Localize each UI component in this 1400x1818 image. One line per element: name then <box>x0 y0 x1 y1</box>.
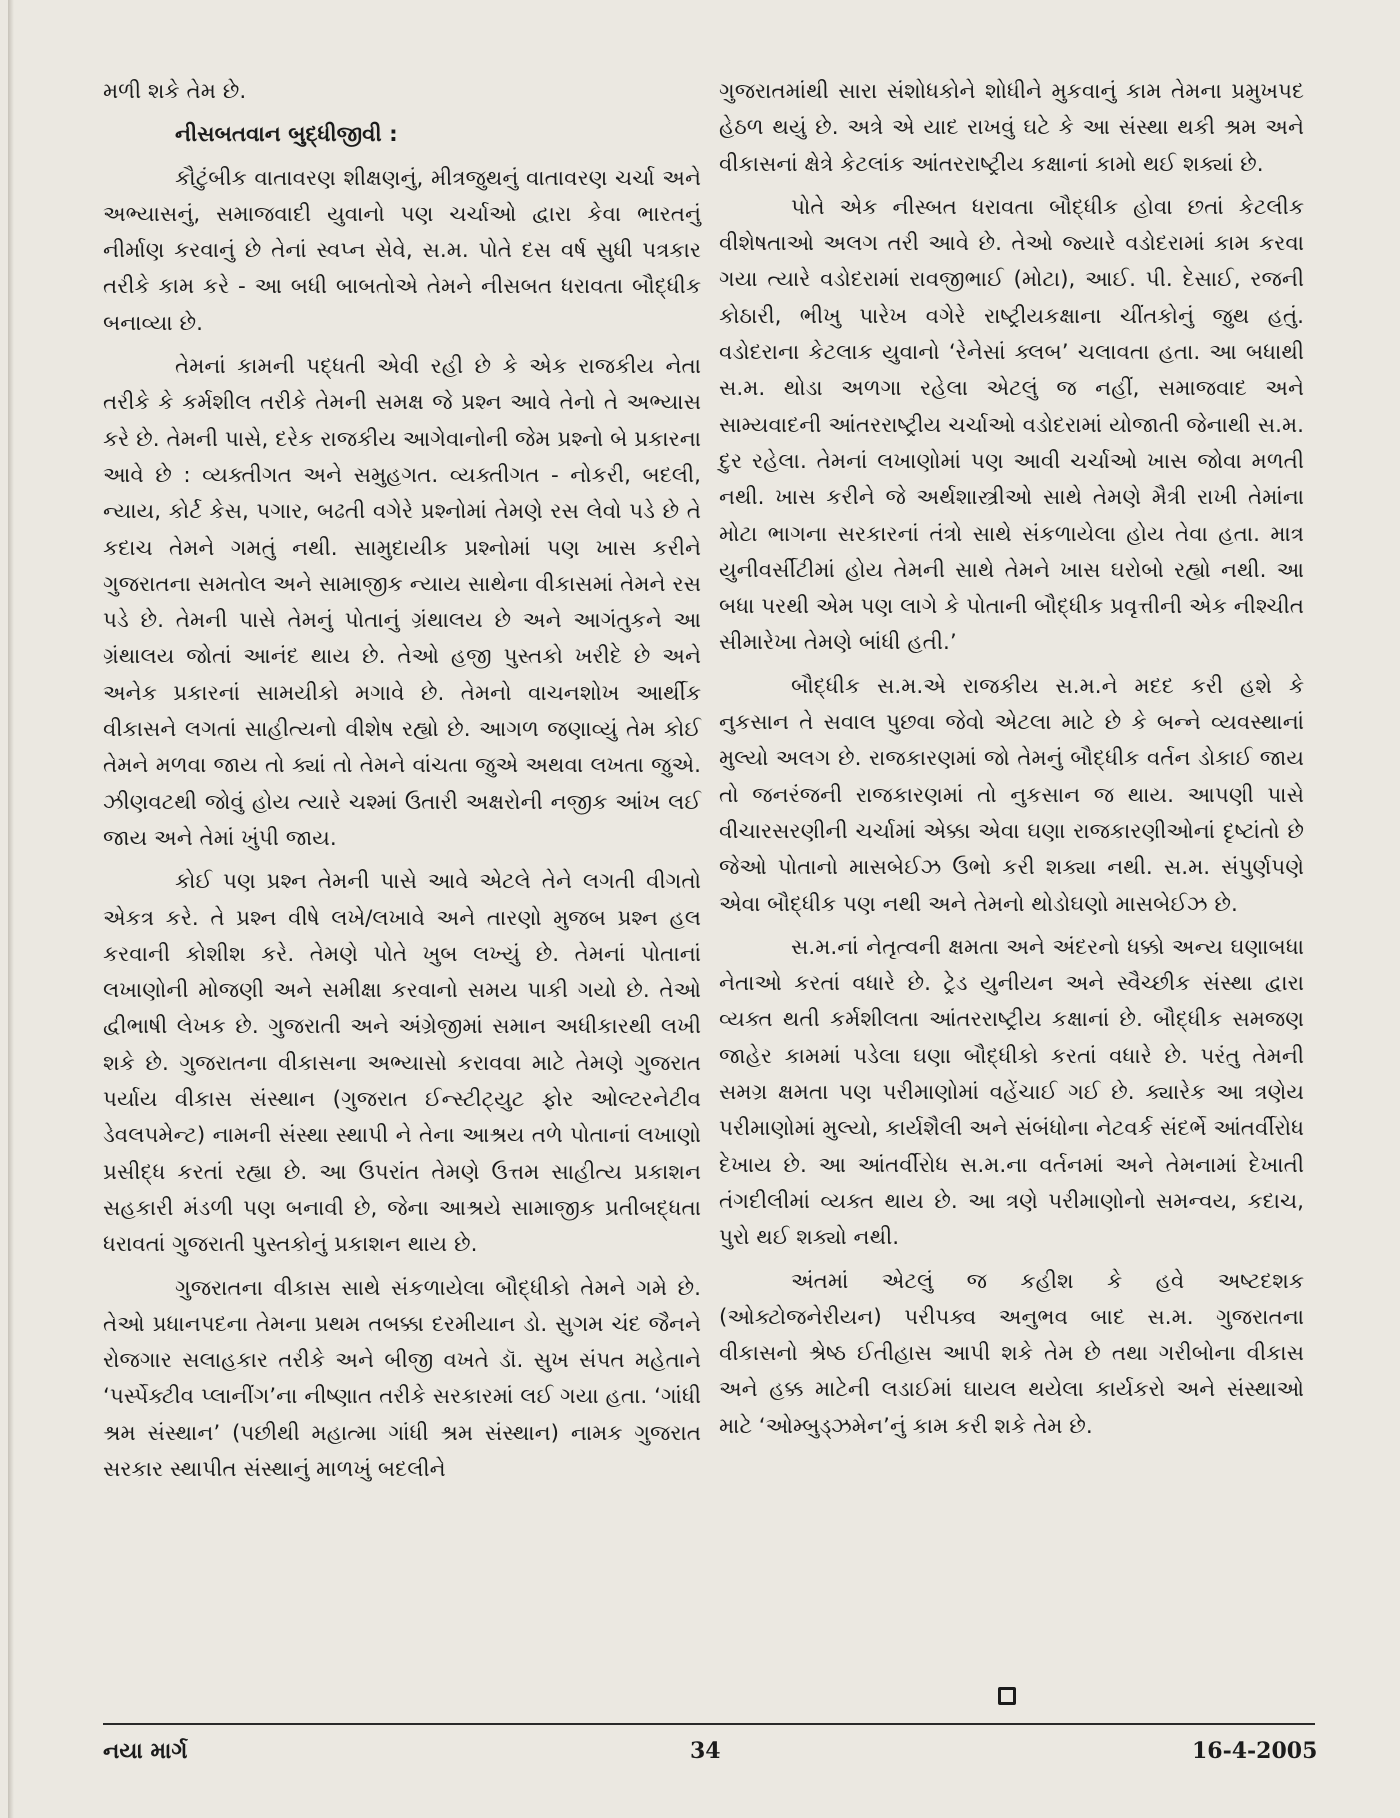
continued-text: મળી શકે તેમ છે. <box>103 79 247 104</box>
paragraph: બૌદ્ધીક સ.મ.એ રાજકીય સ.મ.ને મદદ કરી હશે કે નુકસાન તે સવાલ પુછવા જેવો એટલા માટે છે કે બન્ને વ્યવસ્થાનાં મુલ્યો અલગ છે. રાજકારણમાં જો તેમનું બૌદ્ધીક વર્તન ડોકાઈ જાય તો જનરંજની રાજકારણમાં તો નુકસાન જ થાય. આપણી પાસે વીચારસરણીની ચર્ચામાં એક્કા એવા ઘણા રાજકારણીઓનાં દૃષ્ટાંતો છે જેઓ પોતાનો માસબેઈઝ ઉભો કરી શક્યા નથી. સ.મ. સંપુર્ણપણે એવા બૌદ્ધીક પણ નથી અને તેમનો થોડોઘણો માસબેઈઝ છે. <box>719 673 1304 917</box>
paragraph: ગુજરાતના વીકાસ સાથે સંકળાયેલા બૌદ્ધીકો તેમને ગમે છે. તેઓ પ્રધાનપદના તેમના પ્રથમ તબક્કા દરમીયાન ડો. સુગમ ચંદ જૈનને રોજગાર સલાહકાર તરીકે અને બીજી વખતે ડૉ. સુખ સંપત મહેતાને ‘પર્સ્પેક્ટીવ પ્લાનીંગ’ના નીષ્ણાત તરીકે સરકારમાં લઈ ગયા હતા. ‘ગાંધી શ્રમ સંસ્થાન’ (પછીથી મહાત્મા ગાંધી શ્રમ સંસ્થાન) નામક ગુજરાત સરકાર સ્થાપીત સંસ્થાનું માળખું બદલીને <box>103 1275 702 1482</box>
end-of-article-icon <box>998 1687 1016 1705</box>
paragraph: સ.મ.નાં નેતૃત્વની ક્ષમતા અને અંદરનો ધક્કો અન્ય ઘણાબધા નેતાઓ કરતાં વધારે છે. ટ્રેડ યુનીયન અને સ્વૈચ્છીક સંસ્થા દ્વારા વ્યક્ત થતી કર્મશીલતા આંતરરાષ્ટ્રીય કક્ષાનાં છે. બૌદ્ધીક સમજણ જાહેર કામમાં પડેલા ઘણા બૌદ્ધીકો કરતાં વધારે છે. પરંતુ તેમની સમગ્ર ક્ષમતા પણ પરીમાણોમાં વહેંચાઈ ગઈ છે. ક્યારેક આ ત્રણેય પરીમાણોમાં મુલ્યો, કાર્યશૈલી અને સંબંધોના નેટવર્ક સંદર્ભે આંતર્વીરોધ દેખાય છે. આ આંતર્વીરોધ સ.મ.ના વર્તનમાં અને તેમનામાં દેખાતી તંગદીલીમાં વ્યક્ત થાય છે. આ ત્રણે પરીમાણોનો સમન્વય, કદાચ, પુરો થઈ શક્યો નથી. <box>719 934 1304 1251</box>
paragraph: તેમનાં કામની પદ્ધતી એવી રહી છે કે એક રાજકીય નેતા તરીકે કે કર્મશીલ તરીકે તેમની સમક્ષ જે પ્રશ્ન આવે તેનો તે અભ્યાસ કરે છે. તેમની પાસે, દરેક રાજકીય આગેવાનોની જેમ પ્રશ્નો બે પ્રકારના આવે છે : વ્યક્તીગત અને સમુહગત. વ્યક્તીગત - નોકરી, બદલી, ન્યાય, કોર્ટ કેસ, પગાર, બઢતી વગેરે પ્રશ્નોમાં તેમણે રસ લેવો પડે છે તે કદાચ તેમને ગમતું નથી. સામુદાયીક પ્રશ્નોમાં પણ ખાસ કરીને ગુજરાતના સમતોલ અને સામાજીક ન્યાય સાથેના વીકાસમાં તેમને રસ પડે છે. તેમની પાસે તેમનું પોતાનું ગ્રંથાલય છે અને આગંતુકને આ ગ્રંથાલય જોતાં આનંદ થાય છે. તેઓ હજી પુસ્તકો ખરીદે છે અને અનેક પ્રકારનાં સામયીકો મગાવે છે. તેમનો વાચનશોખ આર્થીક વીકાસને લગતાં સાહીત્યનો વીશેષ રહ્યો છે. આગળ જણાવ્યું તેમ કોઈ તેમને મળવા જાય તો ક્યાં તો તેમને વાંચતા જુએ અથવા લખતા જુએ. ઝીણવટથી જોવું હોય ત્યારે ચશ્માં ઉતારી અક્ષરોની નજીક આંખ લઈ જાય અને તેમાં ખુંપી જાય. <box>103 354 701 851</box>
issue-date: 16-4-2005 <box>1192 1738 1318 1764</box>
left-column <box>103 74 701 1495</box>
paragraph: પોતે એક નીસ્બત ધરાવતા બૌદ્ધીક હોવા છતાં કેટલીક વીશેષતાઓ અલગ તરી આવે છે. તેઓ જ્યારે વડોદરામાં કામ કરવા ગયા ત્યારે વડોદરામાં રાવજીભાઈ (મોટા), આઈ. પી. દેસાઈ, રજની કોઠારી, ભીખુ પારેખ વગેરે રાષ્ટ્રીયકક્ષાના ચીંતકોનું જુથ હતું. વડોદરાના કેટલાક યુવાનો ‘રેનેસાં ક્લબ’ ચલાવતા હતા. આ બધાથી સ.મ. થોડા અળગા રહેલા એટલું જ નહીં, સમાજવાદ અને સામ્યવાદની આંતરરાષ્ટ્રીય ચર્ચાઓ વડોદરામાં યોજાતી જેનાથી સ.મ. દુર રહેલા. તેમનાં લખાણોમાં પણ આવી ચર્ચાઓ ખાસ જોવા મળતી નથી. ખાસ કરીને જે અર્થશાસ્ત્રીઓ સાથે તેમણે મૈત્રી રાખી તેમાંના મોટા ભાગના સરકારનાં તંત્રો સાથે સંકળાયેલા હોય તેવા હતા. માત્ર યુનીવર્સીટીમાં હોય તેમની સાથે તેમને ખાસ ઘરોબો રહ્યો નથી. આ બધા પરથી એમ પણ લાગે કે પોતાની બૌદ્ધીક પ્રવૃત્તીની એક નીશ્ચીત સીમારેખા તેમણે બાંધી હતી.’ <box>719 194 1304 656</box>
publication-name: નયા માર્ગ <box>103 1738 188 1764</box>
continued-paragraph: ગુજરાતમાંથી સારા સંશોધકોને શોધીને મુકવાનું કામ તેમના પ્રમુખપદ હેઠળ થયું છે. અત્રે એ યાદ રાખવું ઘટે કે આ સંસ્થા થકી શ્રમ અને વીકાસનાં ક્ષેત્રે કેટલાંક આંતરરાષ્ટ્રીય કક્ષાનાં કામો થઈ શક્યાં છે. <box>719 79 1304 177</box>
paragraph: કૌટુંબીક વાતાવરણ શીક્ષણનું, મીત્રજુથનું વાતાવરણ ચર્ચા અને અભ્યાસનું, સમાજવાદી યુવાનો પણ ચર્ચાઓ દ્વારા કેવા ભારતનું નીર્માણ કરવાનું છે તેનાં સ્વપ્ન સેવે, સ.મ. પોતે દસ વર્ષ સુધી પત્રકાર તરીકે કામ કરે - આ બધી બાબતોએ તેમને નીસબત ધરાવતા બૌદ્ધીક બનાવ્યા છે. <box>103 165 701 336</box>
paragraph: અંતમાં એટલું જ કહીશ કે હવે અષ્ટદશક (ઓક્ટોજનેરીયન) પરીપક્વ અનુભવ બાદ સ.મ. ગુજરાતના વીકાસનો શ્રેષ્ઠ ઈતીહાસ આપી શકે તેમ છે તથા ગરીબોના વીકાસ અને હક્ક માટેની લડાઈમાં ઘાયલ થયેલા કાર્યકરો અને સંસ્થાઓ માટે ‘ઓમ્બુડ્ઝમેન’નું કામ કરી શકે તેમ છે. <box>719 1268 1304 1439</box>
right-column <box>719 74 1304 1452</box>
page-number: 34 <box>690 1738 721 1764</box>
paragraph: કોઈ પણ પ્રશ્ન તેમની પાસે આવે એટલે તેને લગતી વીગતો એકત્ર કરે. તે પ્રશ્ન વીષે લખે/લખાવે અને તારણો મુજબ પ્રશ્ન હલ કરવાની કોશીશ કરે. તેમણે પોતે ખુબ લખ્યું છે. તેમનાં પોતાનાં લખાણોની મોજણી અને સમીક્ષા કરવાનો સમય પાકી ગયો છે. તેઓ દ્વીભાષી લેખક છે. ગુજરાતી અને અંગ્રેજીમાં સમાન અધીકારથી લખી શકે છે. ગુજરાતના વીકાસના અભ્યાસો કરાવવા માટે તેમણે ગુજરાત પર્યાય વીકાસ સંસ્થાન (ગુજરાત ઈન્સ્ટીટ્યુટ ફોર ઓલ્ટરનેટીવ ડેવલપમેન્ટ) નામની સંસ્થા સ્થાપી ને તેના આશ્રય તળે પોતાનાં લખાણો પ્રસીદ્ધ કરતાં રહ્યા છે. આ ઉપરાંત તેમણે ઉત્તમ સાહીત્ય પ્રકાશન સહકારી મંડળી પણ બનાવી છે, જેના આશ્રયે સામાજીક પ્રતીબદ્ધતા ધરાવતાં ગુજરાતી પુસ્તકોનું પ્રકાશન થાય છે. <box>103 869 701 1258</box>
section-heading: નીસબતવાન બુદ્ધીજીવી : <box>175 122 398 148</box>
footer-divider <box>103 1723 1315 1725</box>
